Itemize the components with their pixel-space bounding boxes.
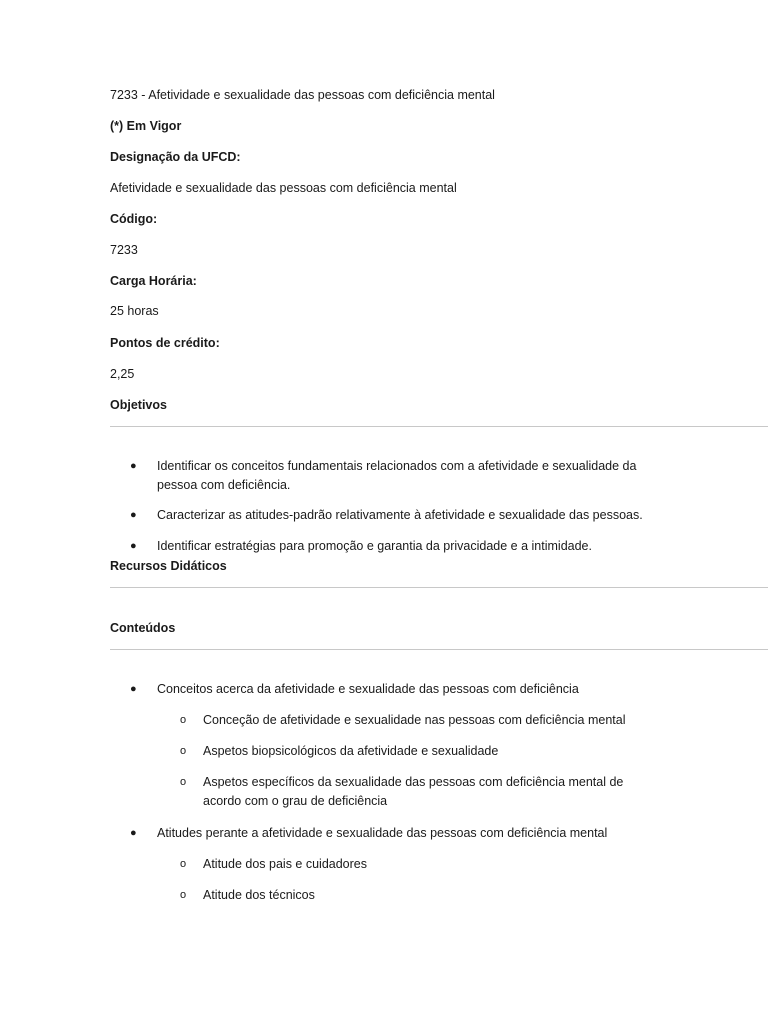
conteudo-subitem: Atitude dos pais e cuidadores [203,857,367,871]
sub-list-item [180,711,660,730]
circle-bullet-icon: o [180,776,187,788]
section-divider [110,426,768,427]
circle-bullet-icon: o [180,858,187,870]
bullet-icon: ● [130,460,137,472]
recursos-heading: Recursos Didáticos [110,559,227,573]
circle-bullet-icon: o [180,745,187,757]
bullet-icon: ● [130,540,137,552]
codigo-value: 7233 [110,243,138,257]
conteudo-subitem: Atitude dos técnicos [203,888,315,902]
conteudos-heading: Conteúdos [110,621,176,635]
conteudo-subitem: Aspetos biopsicológicos da afetividade e sexualidade [203,744,499,758]
sub-list-item [180,855,660,874]
carga-horaria-label: Carga Horária: [110,274,197,288]
list-item [130,680,660,699]
section-divider [110,649,768,650]
pontos-credito-label: Pontos de crédito: [110,336,220,350]
pontos-credito-value: 2,25 [110,367,135,381]
objetivos-heading: Objetivos [110,398,167,412]
list-item [130,824,660,843]
carga-horaria-value: 25 horas [110,304,159,318]
document-title: 7233 - Afetividade e sexualidade das pessoas com deficiência mental [110,88,495,102]
section-divider [110,587,768,588]
objetivo-text: Identificar estratégias para promoção e garantia da privacidade e a intimidade. [157,539,592,553]
bullet-icon: ● [130,827,137,839]
circle-bullet-icon: o [180,714,187,726]
sub-list-item [180,742,660,761]
designacao-value: Afetividade e sexualidade das pessoas com deficiência mental [110,181,457,195]
bullet-icon: ● [130,683,137,695]
bullet-icon: ● [130,509,137,521]
conteudo-section-label: Conceitos acerca da afetividade e sexualidade das pessoas com deficiência [157,682,579,696]
designacao-label: Designação da UFCD: [110,150,241,164]
objetivo-text: Caracterizar as atitudes-padrão relativamente à afetividade e sexualidade das pessoas. [157,508,643,522]
list-item [130,506,660,525]
conteudo-subitem: Aspetos específicos da sexualidade das pessoas com deficiência mental de acordo com o grau de deficiência [203,775,624,808]
conteudo-section-label: Atitudes perante a afetividade e sexualidade das pessoas com deficiência mental [157,826,608,840]
circle-bullet-icon: o [180,889,187,901]
status-label: (*) Em Vigor [110,119,182,133]
sub-list-item [180,773,660,811]
conteudo-subitem: Conceção de afetividade e sexualidade nas pessoas com deficiência mental [203,713,626,727]
list-item [130,457,660,495]
list-item [130,537,660,556]
objetivo-text: Identificar os conceitos fundamentais relacionados com a afetividade e sexualidade da pessoa com deficiência. [157,459,637,492]
codigo-label: Código: [110,212,158,226]
sub-list-item [180,886,660,905]
